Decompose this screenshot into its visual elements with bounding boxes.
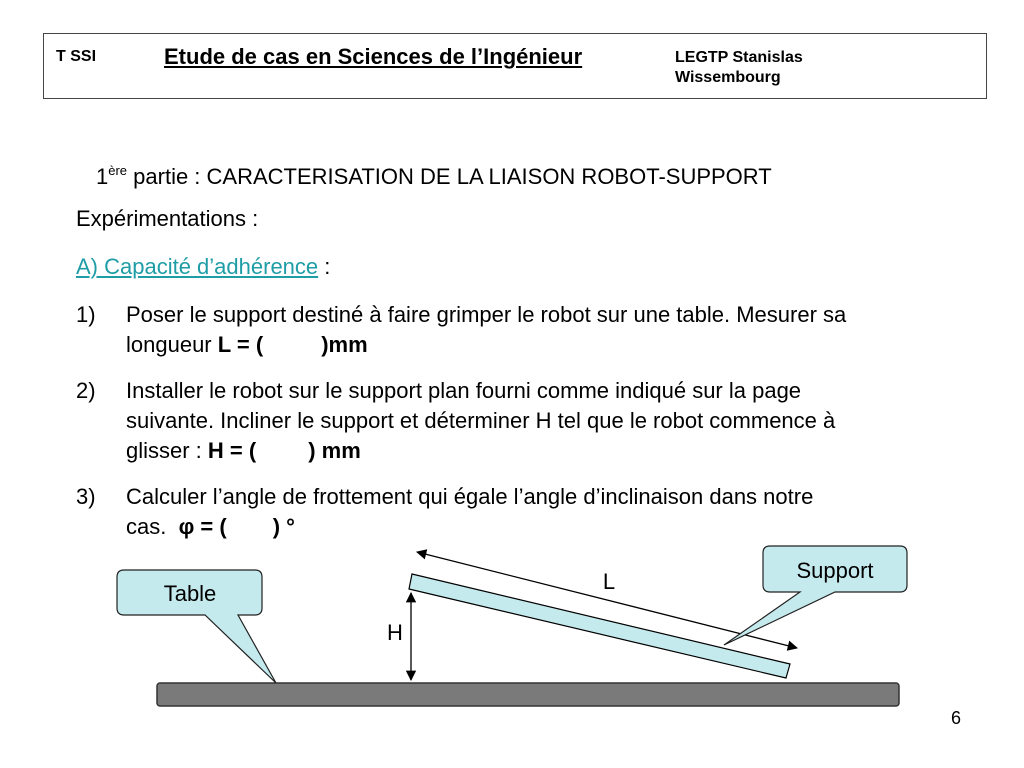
section-a-link[interactable]: A) Capacité d’adhérence — [76, 254, 319, 279]
step-1-answer-open: L = ( — [217, 332, 264, 357]
step-1-answer-close: )mm — [321, 332, 368, 357]
step-1-prefix: longueur — [126, 332, 218, 357]
step-3-line-1: Calculer l’angle de frottement qui égale l’angle d’inclinaison dans notre — [126, 484, 814, 509]
height-label: H — [387, 620, 403, 645]
part-superscript: ère — [108, 163, 128, 178]
part-text: partie : CARACTERISATION DE LA LIAISON ROBOT-SUPPORT — [127, 164, 772, 189]
step-2-number: 2) — [76, 378, 96, 403]
class-label: T SSI — [56, 48, 97, 65]
inclined-support — [409, 574, 790, 678]
step-2-prefix: glisser : — [126, 438, 208, 463]
step-3-number: 3) — [76, 484, 96, 509]
step-2-line-2: suivante. Incliner le support et déterminer H tel que le robot commence à — [126, 408, 836, 433]
page-title: Etude de cas en Sciences de l’Ingénieur — [164, 44, 583, 69]
step-2-line-1: Installer le robot sur le support plan fourni comme indiqué sur la page — [126, 378, 802, 403]
page-number: 6 — [951, 708, 962, 728]
experiments-label: Expérimentations : — [76, 206, 259, 231]
table-surface — [157, 683, 899, 706]
section-a-suffix: : — [318, 254, 331, 279]
table-callout-label: Table — [163, 581, 217, 606]
step-3-prefix: cas. — [126, 514, 179, 539]
step-3-answer-close: ) ° — [272, 514, 295, 539]
step-3-answer-open: φ = ( — [178, 514, 227, 539]
part-number: 1 — [96, 164, 109, 189]
step-2-answer-close: ) mm — [308, 438, 361, 463]
school-line-2: Wissembourg — [675, 69, 781, 86]
school-line-1: LEGTP Stanislas — [675, 49, 803, 66]
step-2-answer-open: H = ( — [207, 438, 257, 463]
support-callout-label: Support — [796, 558, 874, 583]
length-label: L — [602, 569, 616, 594]
step-1-number: 1) — [76, 302, 96, 327]
step-1-line-1: Poser le support destiné à faire grimper le robot sur une table. Mesurer sa — [126, 302, 847, 327]
